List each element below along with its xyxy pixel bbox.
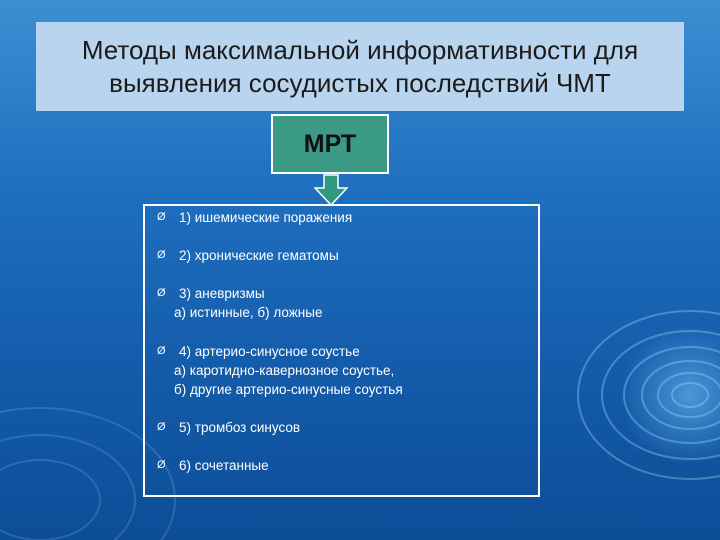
- item-main: 2) хронические гематомы: [179, 248, 339, 263]
- item-sub: а) истинные, б) ложные: [174, 305, 323, 320]
- title-line-2: выявления сосудистых последствий ЧМТ: [109, 67, 611, 98]
- item-main: 6) сочетанные: [179, 458, 269, 473]
- bullet-arrow-icon: Ø: [157, 421, 166, 433]
- item-main: 4) артерио-синусное соустье: [179, 344, 360, 359]
- title-box: [36, 22, 684, 111]
- method-label: МРТ: [303, 129, 357, 158]
- down-arrow-icon: [314, 174, 348, 206]
- bullet-arrow-icon: Ø: [157, 459, 166, 471]
- item-sub: б) другие артерио-синусные соустья: [174, 382, 403, 397]
- item-main: 1) ишемические поражения: [179, 210, 353, 225]
- bullet-arrow-icon: Ø: [157, 211, 166, 223]
- title-line-1: Методы максимальной информативности для: [81, 34, 639, 65]
- item-main: 5) тромбоз синусов: [179, 420, 301, 435]
- item-main: 3) аневризмы: [179, 286, 265, 301]
- item-sub: а) каротидно-кавернозное соустье,: [174, 363, 395, 378]
- bullet-arrow-icon: Ø: [157, 249, 166, 261]
- bullet-arrow-icon: Ø: [157, 287, 166, 299]
- method-box: [271, 114, 389, 174]
- findings-list: [143, 204, 540, 497]
- bullet-arrow-icon: Ø: [157, 345, 166, 357]
